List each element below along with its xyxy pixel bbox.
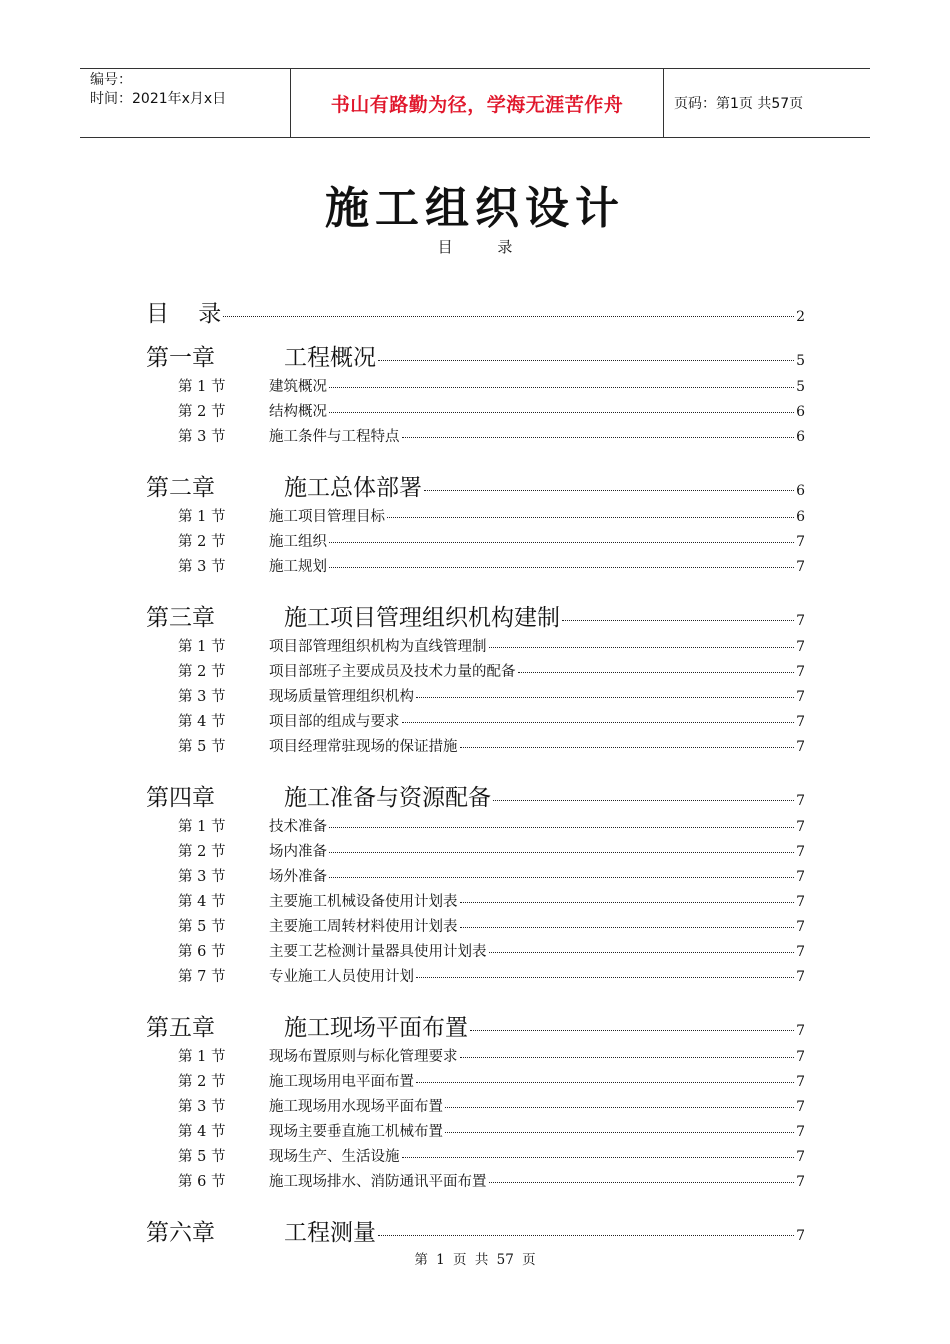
toc-section-entry[interactable]	[178, 710, 805, 731]
toc-entry-title: 施工现场平面布置	[284, 1015, 468, 1041]
toc-section-entry[interactable]	[178, 425, 805, 446]
toc-entry-page: 6	[796, 404, 805, 420]
toc-entry-number: 第 2 节	[178, 664, 226, 680]
toc-entry-title: 主要工艺检测计量器具使用计划表	[269, 944, 487, 960]
toc-entry-title: 主要施工周转材料使用计划表	[269, 919, 458, 935]
toc-dot-leader	[489, 1182, 795, 1183]
toc-section-entry[interactable]	[178, 660, 805, 681]
toc-dot-leader	[329, 412, 794, 413]
toc-entry-title: 现场质量管理组织机构	[269, 689, 414, 705]
toc-entry-title: 专业施工人员使用计划	[269, 969, 414, 985]
toc-dot-leader	[445, 1107, 794, 1108]
toc-entry-number: 第 3 节	[178, 559, 226, 575]
toc-section-entry[interactable]	[178, 1045, 805, 1066]
toc-section-entry[interactable]	[178, 890, 805, 911]
toc-entry-page: 7	[796, 1174, 805, 1190]
toc-entry-page: 7	[796, 613, 805, 629]
toc-entry-number: 第 5 节	[178, 739, 226, 755]
toc-entry-title: 现场布置原则与标化管理要求	[269, 1049, 458, 1065]
toc-dot-leader	[445, 1132, 794, 1133]
page-header	[80, 68, 870, 138]
toc-entry-number: 第二章	[146, 475, 215, 501]
toc-dot-leader	[416, 1082, 794, 1083]
toc-dot-leader	[329, 852, 794, 853]
toc-chapter-entry[interactable]	[146, 1214, 805, 1247]
toc-entry-number: 第 2 节	[178, 534, 226, 550]
toc-section-entry[interactable]	[178, 815, 805, 836]
toc-dot-leader	[460, 927, 795, 928]
toc-entry-number: 第 3 节	[178, 869, 226, 885]
toc-entry-page: 7	[796, 639, 805, 655]
toc-section-entry[interactable]	[178, 505, 805, 526]
toc-entry-title: 建筑概况	[269, 379, 327, 395]
toc-entry-page: 7	[796, 1124, 805, 1140]
toc-entry-title: 施工项目管理目标	[269, 509, 385, 525]
toc-dot-leader	[329, 567, 794, 568]
toc-chapter-entry[interactable]	[146, 1009, 805, 1042]
toc-entry-page: 6	[796, 509, 805, 525]
toc-section-entry[interactable]	[178, 865, 805, 886]
toc-entry-title: 项目部管理组织机构为直线管理制	[269, 639, 487, 655]
toc-entry-page: 7	[796, 559, 805, 575]
toc-entry-number: 第 4 节	[178, 894, 226, 910]
toc-entry-page: 7	[796, 1023, 805, 1039]
toc-section-entry[interactable]	[178, 635, 805, 656]
toc-dot-leader	[329, 387, 794, 388]
toc-entry-title: 现场主要垂直施工机械布置	[269, 1124, 443, 1140]
toc-dot-leader	[329, 827, 794, 828]
toc-entry-title: 项目部的组成与要求	[269, 714, 400, 730]
toc-section-entry[interactable]	[178, 735, 805, 756]
toc-entry-page: 6	[796, 483, 805, 499]
toc-dot-leader	[562, 620, 794, 621]
toc-entry-number: 第四章	[146, 785, 215, 811]
toc-entry-number: 第 6 节	[178, 944, 226, 960]
toc-entry-page: 7	[796, 919, 805, 935]
toc-entry-title: 施工总体部署	[284, 475, 422, 501]
toc-entry-title: 工程测量	[284, 1220, 376, 1246]
toc-entry-page: 2	[796, 309, 805, 325]
toc-entry-number: 第 1 节	[178, 639, 226, 655]
toc-entry-number: 第五章	[146, 1015, 215, 1041]
toc-dot-leader	[416, 697, 794, 698]
toc-entry-page: 7	[796, 534, 805, 550]
toc-entry-page: 7	[796, 819, 805, 835]
toc-entry-number: 第 4 节	[178, 1124, 226, 1140]
toc-dot-leader	[416, 977, 794, 978]
toc-dot-leader	[223, 316, 794, 317]
toc-section-entry[interactable]	[178, 530, 805, 551]
toc-dot-leader	[460, 1057, 795, 1058]
toc-entry-title: 场外准备	[269, 869, 327, 885]
toc-section-entry[interactable]	[178, 555, 805, 576]
header-page-info: 页码：第1页 共57页	[674, 96, 804, 112]
toc-dot-leader	[402, 1157, 795, 1158]
toc-entry-number: 第 3 节	[178, 429, 226, 445]
toc-section-entry[interactable]	[178, 840, 805, 861]
toc-entry-title: 主要施工机械设备使用计划表	[269, 894, 458, 910]
toc-entry-page: 7	[796, 689, 805, 705]
toc-dot-leader	[424, 490, 794, 491]
toc-chapter-entry[interactable]	[146, 469, 805, 502]
toc-chapter-entry[interactable]	[146, 339, 805, 372]
toc-entry-page: 7	[796, 969, 805, 985]
toc-section-entry[interactable]	[178, 1120, 805, 1141]
toc-entry-page: 7	[796, 844, 805, 860]
toc-section-entry[interactable]	[178, 1145, 805, 1166]
toc-section-entry[interactable]	[178, 400, 805, 421]
toc-entry-title: 施工准备与资源配备	[284, 785, 491, 811]
toc-entry-number: 第 2 节	[178, 1074, 226, 1090]
toc-dot-leader	[518, 672, 795, 673]
toc-dot-leader	[402, 437, 795, 438]
toc-dot-leader	[402, 722, 795, 723]
toc-section-entry[interactable]	[178, 685, 805, 706]
toc-dot-leader	[460, 747, 795, 748]
toc-entry-number: 第 5 节	[178, 1149, 226, 1165]
toc-entry-number: 第 1 节	[178, 509, 226, 525]
toc-entry-page: 5	[796, 379, 805, 395]
toc-entry-page: 7	[796, 894, 805, 910]
toc-entry-number: 第 5 节	[178, 919, 226, 935]
toc-entry-title: 施工现场用水现场平面布置	[269, 1099, 443, 1115]
toc-dot-leader	[378, 1235, 794, 1236]
toc-entry-number: 目 录	[146, 301, 222, 327]
header-time: 时间：2021年x月x日	[90, 91, 227, 107]
toc-entry-page: 7	[796, 869, 805, 885]
toc-section-entry[interactable]	[178, 965, 805, 986]
toc-subtitle: 目 录	[437, 238, 513, 256]
toc-entry-number: 第一章	[146, 345, 215, 371]
toc-dot-leader	[489, 647, 795, 648]
toc-entry-title: 施工组织	[269, 534, 327, 550]
toc-entry-number: 第 1 节	[178, 1049, 226, 1065]
toc-entry-title: 技术准备	[269, 819, 327, 835]
toc-entry-title: 项目部班子主要成员及技术力量的配备	[269, 664, 516, 680]
toc-section-entry[interactable]	[178, 1070, 805, 1091]
toc-dot-leader	[489, 952, 795, 953]
toc-entry-number: 第三章	[146, 605, 215, 631]
toc-chapter-entry[interactable]	[146, 295, 805, 328]
toc-entry-page: 6	[796, 429, 805, 445]
toc-entry-page: 7	[796, 1149, 805, 1165]
toc-entry-page: 7	[796, 944, 805, 960]
toc-entry-page: 7	[796, 1228, 805, 1244]
toc-entry-number: 第 3 节	[178, 689, 226, 705]
toc-entry-number: 第 2 节	[178, 404, 226, 420]
toc-entry-number: 第 7 节	[178, 969, 226, 985]
toc-dot-leader	[470, 1030, 794, 1031]
header-meta	[80, 69, 291, 137]
toc-entry-page: 5	[796, 353, 805, 369]
toc-entry-page: 7	[796, 793, 805, 809]
toc-entry-page: 7	[796, 739, 805, 755]
toc-entry-title: 工程概况	[284, 345, 376, 371]
page-footer: 第 1 页 共 57 页	[414, 1252, 536, 1268]
toc-entry-page: 7	[796, 1099, 805, 1115]
toc-entry-number: 第 2 节	[178, 844, 226, 860]
toc-entry-page: 7	[796, 664, 805, 680]
toc-entry-number: 第 3 节	[178, 1099, 226, 1115]
toc-entry-number: 第 4 节	[178, 714, 226, 730]
header-motto: 书山有路勤为径，学海无涯苦作舟	[291, 69, 664, 137]
toc-entry-title: 施工现场排水、消防通讯平面布置	[269, 1174, 487, 1190]
header-number: 编号：	[90, 72, 132, 88]
toc-dot-leader	[460, 902, 795, 903]
toc-entry-title: 场内准备	[269, 844, 327, 860]
toc-section-entry[interactable]	[178, 940, 805, 961]
toc-chapter-entry[interactable]	[146, 779, 805, 812]
toc-entry-title: 结构概况	[269, 404, 327, 420]
toc-section-entry[interactable]	[178, 915, 805, 936]
toc-entry-number: 第六章	[146, 1220, 215, 1246]
toc-entry-title: 施工项目管理组织机构建制	[284, 605, 560, 631]
toc-entry-page: 7	[796, 1074, 805, 1090]
toc-entry-title: 施工规划	[269, 559, 327, 575]
toc-section-entry[interactable]	[178, 1095, 805, 1116]
toc-dot-leader	[493, 800, 794, 801]
toc-entry-number: 第 1 节	[178, 379, 226, 395]
toc-dot-leader	[329, 877, 794, 878]
toc-entry-title: 现场生产、生活设施	[269, 1149, 400, 1165]
toc-entry-title: 施工条件与工程特点	[269, 429, 400, 445]
toc-dot-leader	[329, 542, 794, 543]
toc-section-entry[interactable]	[178, 1170, 805, 1191]
toc-entry-title: 项目经理常驻现场的保证措施	[269, 739, 458, 755]
toc-entry-number: 第 6 节	[178, 1174, 226, 1190]
toc-section-entry[interactable]	[178, 375, 805, 396]
toc-entry-page: 7	[796, 1049, 805, 1065]
document-title: 施工组织设计	[325, 183, 625, 234]
toc-entry-number: 第 1 节	[178, 819, 226, 835]
toc-entry-page: 7	[796, 714, 805, 730]
toc-chapter-entry[interactable]	[146, 599, 805, 632]
toc-dot-leader	[378, 360, 794, 361]
toc-entry-title: 施工现场用电平面布置	[269, 1074, 414, 1090]
toc-dot-leader	[387, 517, 794, 518]
